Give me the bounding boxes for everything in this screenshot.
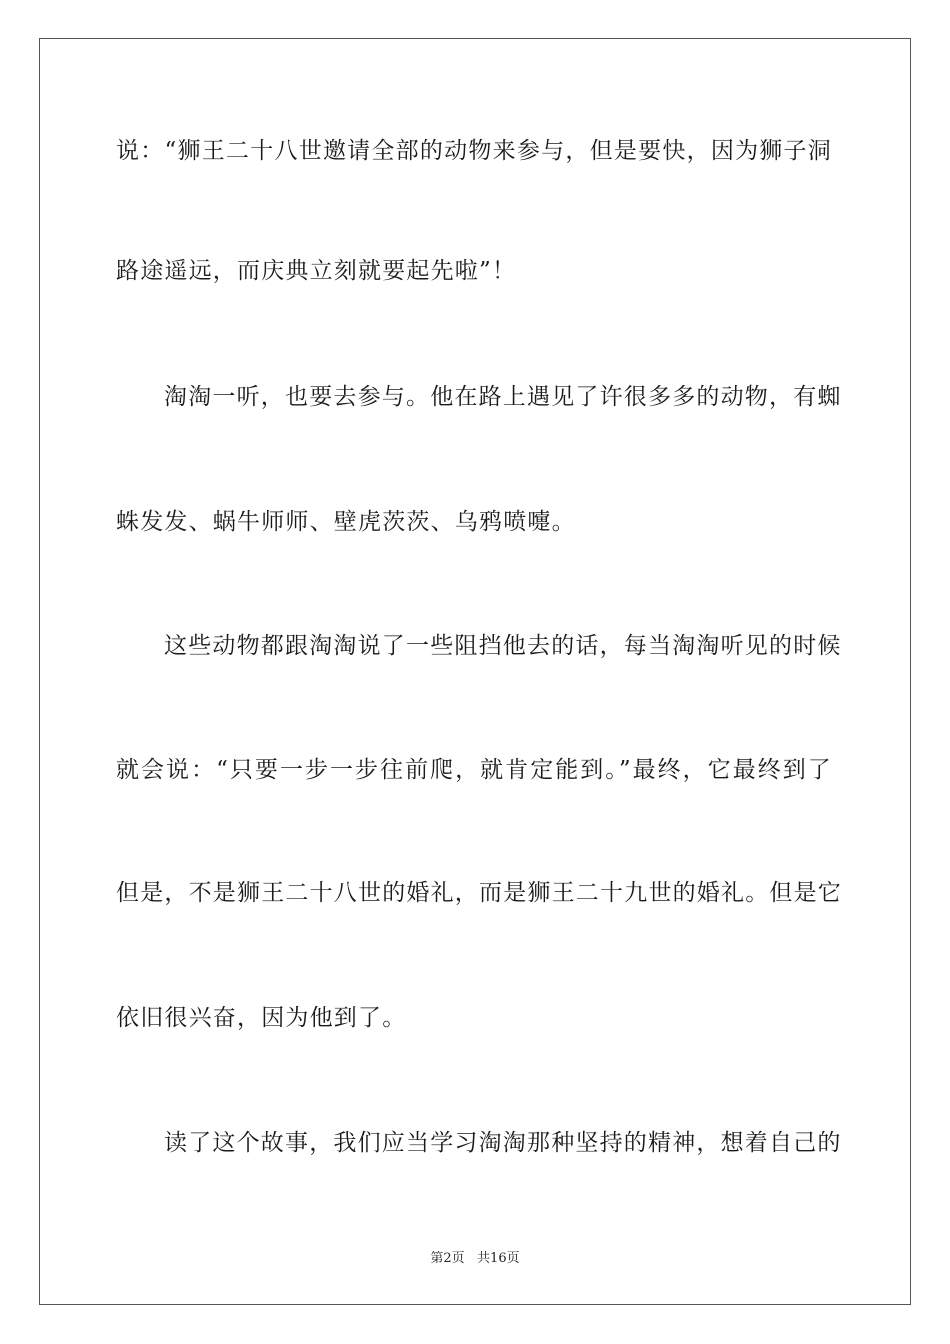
paragraph-line-9: 读了这个故事，我们应当学习淘淘那种坚持的精神，想着自己的 — [164, 1130, 842, 1156]
text-line-8: 依旧很兴奋，因为他到了。 — [116, 1005, 407, 1031]
text-line-7: 但是，不是狮王二十八世的婚礼，而是狮王二十九世的婚礼。但是它 — [116, 880, 842, 906]
text-line-2: 路途遥远，而庆典立刻就要起先啦”！ — [116, 258, 517, 284]
paragraph-line-3: 淘淘一听，也要去参与。他在路上遇见了许很多多的动物，有蜘 — [164, 384, 842, 410]
page-frame — [39, 38, 911, 1305]
text-line-4: 蛛发发、蜗牛师师、壁虎茨茨、乌鸦喷嚏。 — [116, 509, 576, 535]
text-line-1: 说：“狮王二十八世邀请全部的动物来参与，但是要快，因为狮子洞 — [116, 138, 832, 164]
text-line-6: 就会说：“只要一步一步往前爬，就肯定能到。”最终，它最终到了 — [116, 757, 832, 783]
page-number: 第2页 共16页 — [430, 1251, 520, 1266]
paragraph-line-5: 这些动物都跟淘淘说了一些阻挡他去的话，每当淘淘听见的时候 — [164, 633, 842, 659]
